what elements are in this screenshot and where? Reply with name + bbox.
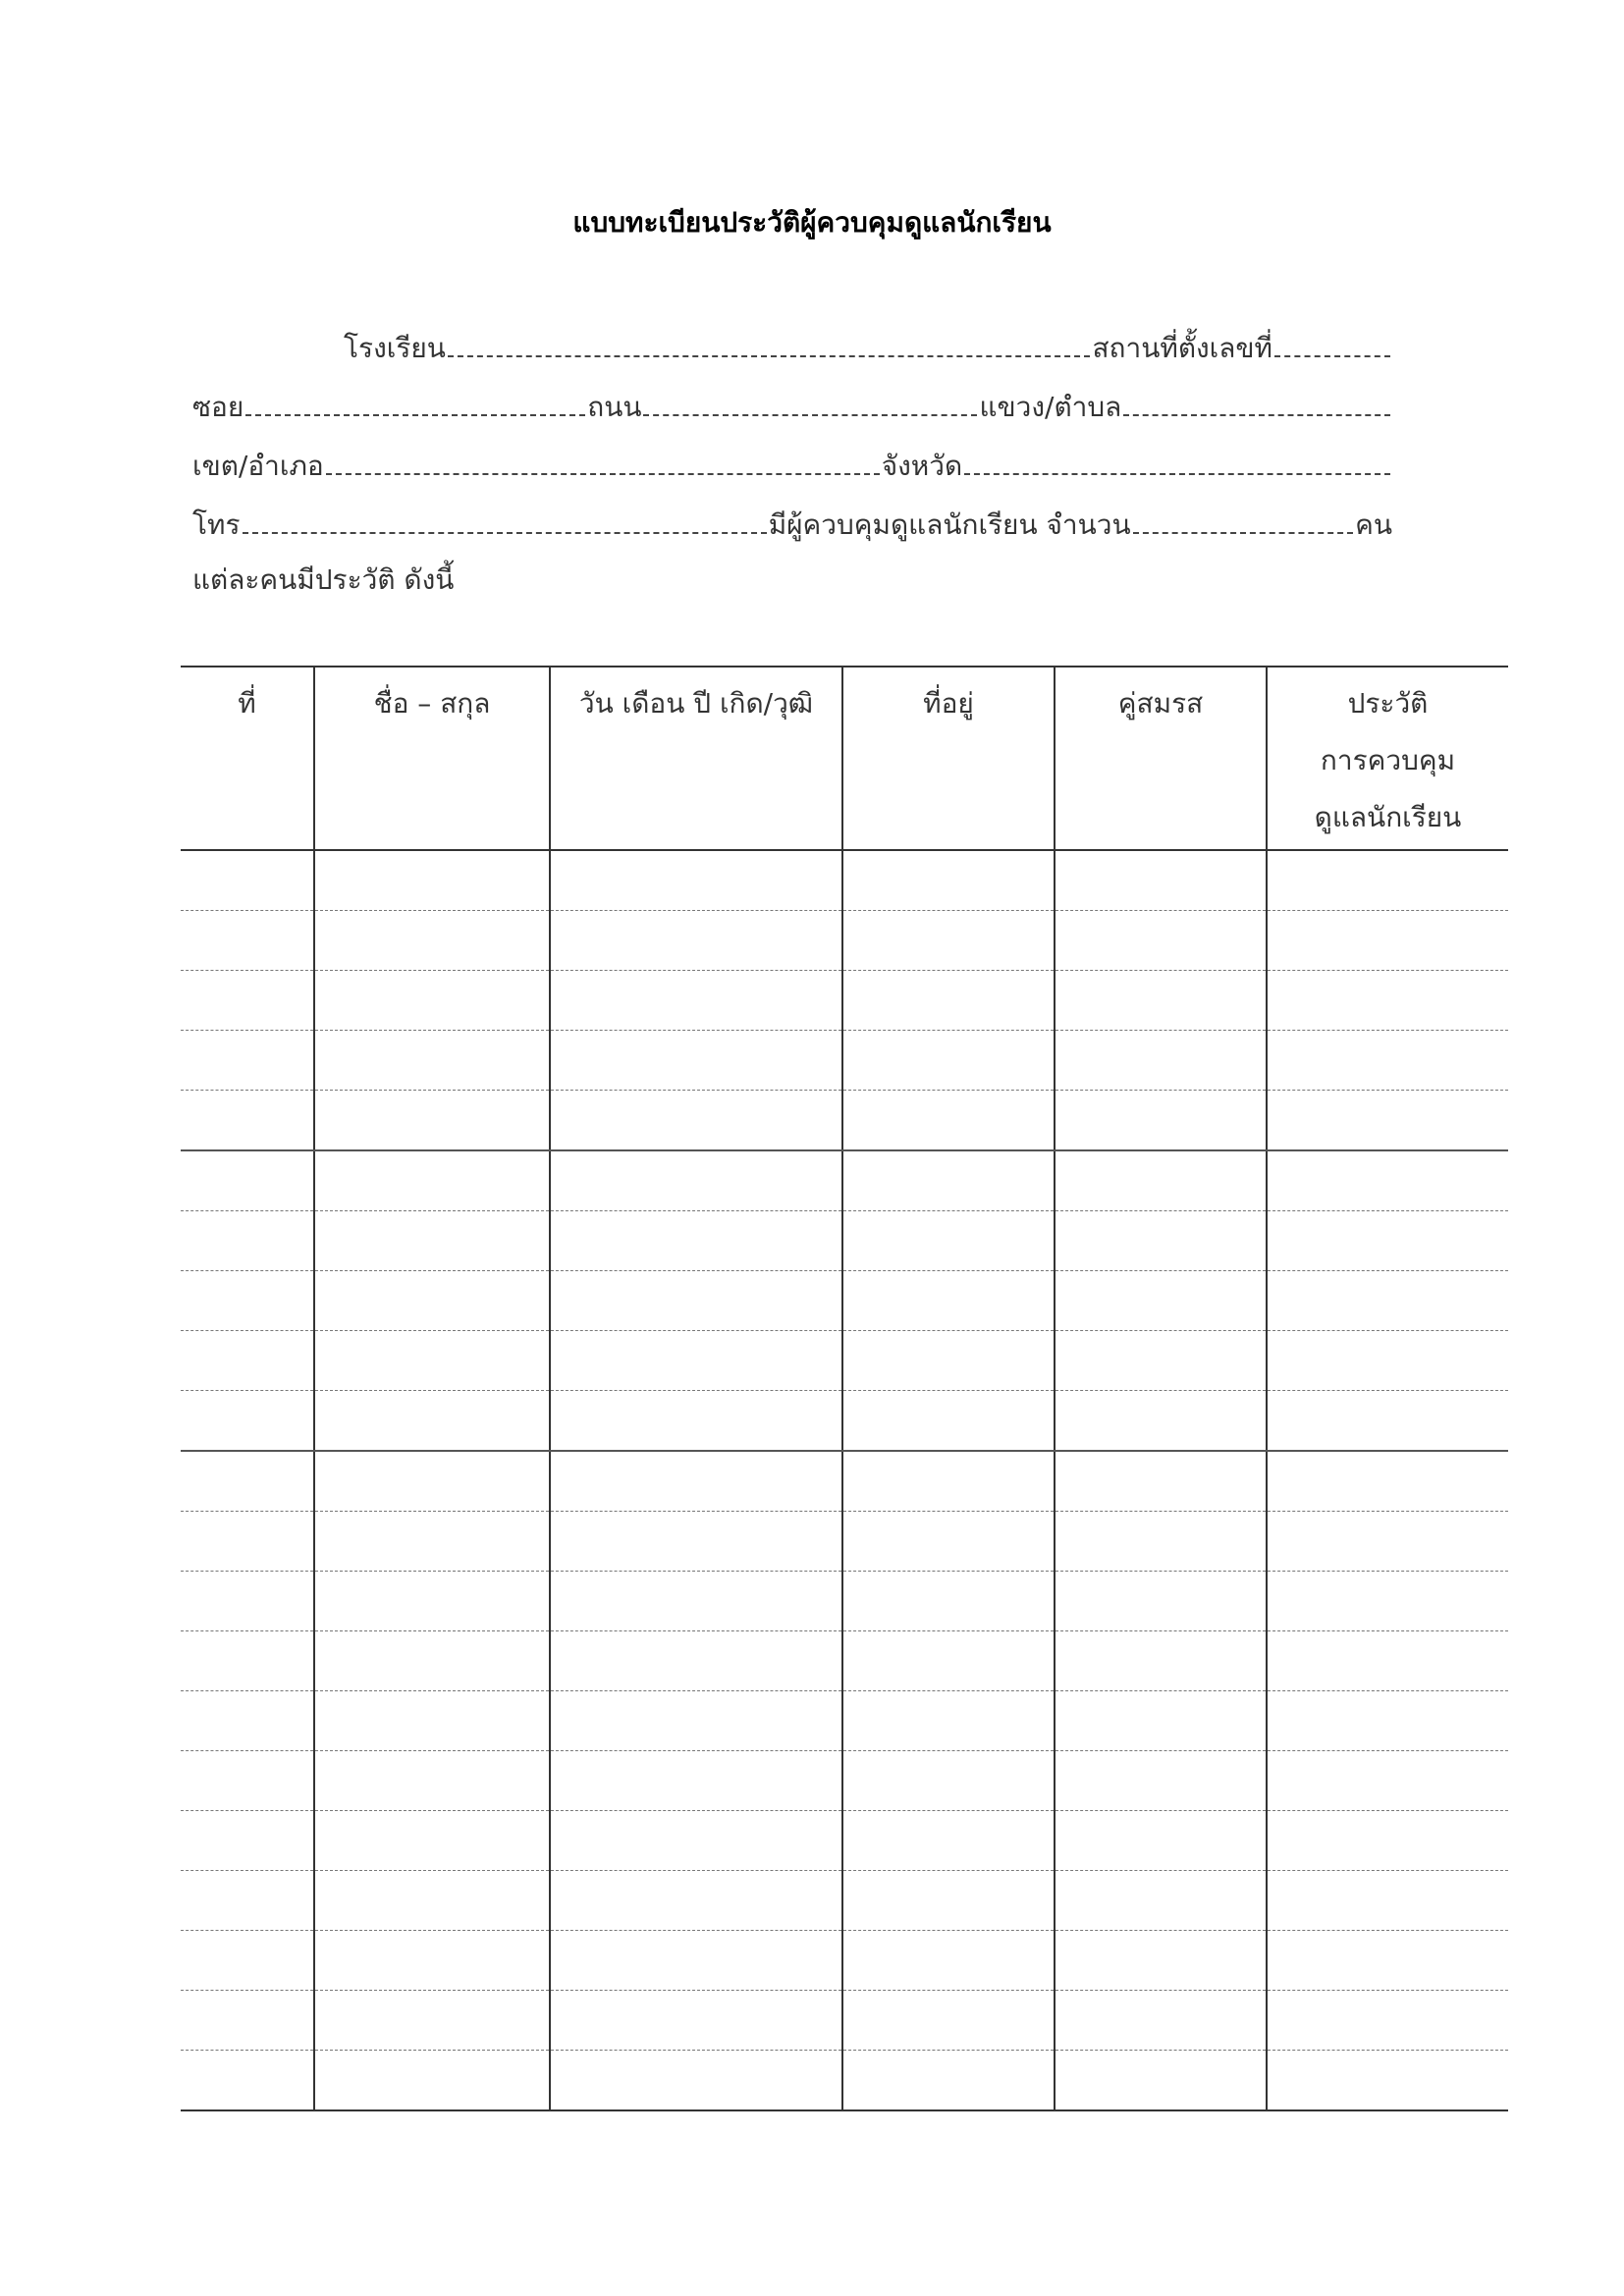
table-cell[interactable] [1055,1271,1267,1331]
subdistrict-label: แขวง/ตำบล [979,391,1122,423]
table-cell[interactable] [314,1631,550,1691]
district-label: เขต/อำเภอ [192,450,324,482]
subdistrict-field[interactable] [1123,414,1390,416]
table-cell[interactable] [314,850,550,911]
table-cell[interactable] [842,1211,1055,1271]
guardian-count-label: มีผู้ควบคุมดูแลนักเรียน จำนวน [768,508,1131,541]
table-cell[interactable] [842,1091,1055,1151]
table-cell[interactable] [550,1271,842,1331]
table-cell[interactable] [314,1091,550,1151]
table-cell[interactable] [314,911,550,971]
table-cell[interactable] [1055,1331,1267,1391]
table-cell[interactable] [1267,911,1508,971]
table-row [181,1991,1508,2051]
table-cell[interactable] [1055,1751,1267,1811]
table-cell[interactable] [550,1331,842,1391]
table-cell[interactable] [842,1871,1055,1931]
table-cell[interactable] [181,850,314,911]
table-cell[interactable] [842,1811,1055,1871]
page-title: แบบทะเบียนประวัติผู้ควบคุมดูแลนักเรียน [572,206,1052,239]
table-cell[interactable] [842,1331,1055,1391]
table-cell[interactable] [550,2051,842,2111]
soi-field[interactable] [245,414,585,416]
table-row [181,1331,1508,1391]
district-field[interactable] [326,473,880,475]
table-cell[interactable] [842,1691,1055,1751]
table-row [181,1631,1508,1691]
col-header-history-line-1: ประวัติ [1347,687,1429,720]
col-header-birthdate-education: วัน เดือน ปี เกิด/วุฒิ [550,667,842,850]
table-cell[interactable] [550,1931,842,1991]
table-cell[interactable] [181,1512,314,1572]
table-cell[interactable] [181,1931,314,1991]
table-cell[interactable] [1267,1451,1508,1512]
table-row [181,1091,1508,1151]
table-cell[interactable] [181,1691,314,1751]
table-cell[interactable] [181,1572,314,1631]
history-intro-text: แต่ละคนมีประวัติ ดังนี้ [192,563,455,596]
table-cell[interactable] [181,1271,314,1331]
table-row [181,1811,1508,1871]
table-cell[interactable] [1267,1691,1508,1751]
table-cell[interactable] [181,911,314,971]
table-cell[interactable] [842,911,1055,971]
table-cell[interactable] [1055,1031,1267,1091]
table-cell[interactable] [1267,971,1508,1031]
table-row [181,1512,1508,1572]
table-header-row [181,667,1508,850]
table-cell[interactable] [314,1031,550,1091]
guardian-table [181,666,1508,2111]
province-field[interactable] [964,473,1390,475]
table-cell[interactable] [314,1451,550,1512]
table-row [181,1031,1508,1091]
table-row [181,2051,1508,2111]
table-cell[interactable] [550,1751,842,1811]
table-cell[interactable] [314,1572,550,1631]
school-line [192,316,1392,365]
table-cell[interactable] [1267,1391,1508,1452]
table-cell[interactable] [314,971,550,1031]
table-cell[interactable] [842,850,1055,911]
table-cell[interactable] [1267,850,1508,911]
table-cell[interactable] [1267,1091,1508,1151]
table-cell[interactable] [550,1031,842,1091]
table-cell[interactable] [1055,1572,1267,1631]
table-cell[interactable] [314,1811,550,1871]
table-row [181,1572,1508,1631]
table-cell[interactable] [842,1150,1055,1211]
table-cell[interactable] [1055,1391,1267,1452]
table-cell[interactable] [550,911,842,971]
location-no-label: สถานที่ตั้งเลขที่ [1092,332,1272,364]
table-row [181,1391,1508,1452]
table-cell[interactable] [550,1512,842,1572]
table-cell[interactable] [181,1811,314,1871]
history-intro-line [192,548,1392,597]
table-cell[interactable] [1267,1150,1508,1211]
table-cell[interactable] [1267,1271,1508,1331]
table-row [181,1451,1508,1512]
table-cell[interactable] [314,1150,550,1211]
table-cell[interactable] [314,2051,550,2111]
table-cell[interactable] [181,1331,314,1391]
table-cell[interactable] [842,1451,1055,1512]
table-cell[interactable] [314,1271,550,1331]
table-cell[interactable] [842,1271,1055,1331]
table-cell[interactable] [1055,1211,1267,1271]
table-cell[interactable] [181,1631,314,1691]
table-cell[interactable] [181,1150,314,1211]
road-label: ถนน [587,391,642,423]
table-cell[interactable] [550,1391,842,1452]
table-cell[interactable] [550,1150,842,1211]
table-cell[interactable] [1055,1811,1267,1871]
table-cell[interactable] [550,1631,842,1691]
guardian-count-field[interactable] [1133,532,1353,534]
table-row [181,1751,1508,1811]
location-no-field[interactable] [1274,355,1390,357]
table-cell[interactable] [550,850,842,911]
table-cell[interactable] [550,1871,842,1931]
table-cell[interactable] [314,1931,550,1991]
table-cell[interactable] [1267,1031,1508,1091]
table-cell[interactable] [314,1512,550,1572]
table-cell[interactable] [181,1211,314,1271]
address-line-2 [192,434,1392,483]
table-cell[interactable] [1267,1991,1508,2051]
phone-label: โทร [192,508,241,541]
table-cell[interactable] [181,1751,314,1811]
school-label: โรงเรียน [344,332,446,364]
table-cell[interactable] [842,1991,1055,2051]
col-header-history [1267,667,1508,850]
table-cell[interactable] [314,1211,550,1271]
table-cell[interactable] [550,1811,842,1871]
table-cell[interactable] [1055,1091,1267,1151]
table-cell[interactable] [1055,911,1267,971]
table-cell[interactable] [1267,1811,1508,1871]
table-cell[interactable] [181,971,314,1031]
table-cell[interactable] [314,1751,550,1811]
table-cell[interactable] [1267,1512,1508,1572]
table-row [181,911,1508,971]
table-cell[interactable] [1267,1331,1508,1391]
table-cell[interactable] [314,1391,550,1452]
table-cell[interactable] [550,1572,842,1631]
table-cell[interactable] [1055,850,1267,911]
table-row [181,1691,1508,1751]
table-row [181,1211,1508,1271]
table-cell[interactable] [1267,2051,1508,2111]
province-label: จังหวัด [881,450,963,482]
col-header-address: ที่อยู่ [842,667,1055,850]
table-cell[interactable] [181,1391,314,1452]
table-cell[interactable] [1055,2051,1267,2111]
table-cell[interactable] [181,1871,314,1931]
table-cell[interactable] [550,1991,842,2051]
soi-label: ซอย [192,391,244,423]
table-cell[interactable] [842,2051,1055,2111]
unit-label: คน [1355,508,1392,541]
table-cell[interactable] [314,1871,550,1931]
table-row [181,1150,1508,1211]
table-cell[interactable] [1055,1631,1267,1691]
table-row [181,1931,1508,1991]
col-header-name: ชื่อ – สกุล [314,667,550,850]
table-cell[interactable] [1055,1871,1267,1931]
col-header-history-line-3: ดูแลนักเรียน [1314,801,1462,833]
table-cell[interactable] [1267,1572,1508,1631]
road-field[interactable] [643,414,977,416]
col-header-spouse: คู่สมรส [1055,667,1267,850]
table-cell[interactable] [1055,1451,1267,1512]
table-cell[interactable] [181,2051,314,2111]
table-body [181,850,1508,2110]
table-cell[interactable] [1055,1512,1267,1572]
table-cell[interactable] [314,1691,550,1751]
table-cell[interactable] [1267,1871,1508,1931]
col-header-history-line-2: การควบคุม [1320,744,1456,776]
table-row [181,1271,1508,1331]
table-cell[interactable] [842,1572,1055,1631]
table-cell[interactable] [1267,1751,1508,1811]
table-cell[interactable] [550,1211,842,1271]
table-cell[interactable] [1055,1991,1267,2051]
table-cell[interactable] [1267,1931,1508,1991]
school-field[interactable] [448,355,1091,357]
table-cell[interactable] [842,1931,1055,1991]
table-cell[interactable] [550,971,842,1031]
table-cell[interactable] [1267,1211,1508,1271]
table-cell[interactable] [1055,971,1267,1031]
table-cell[interactable] [1055,1150,1267,1211]
address-line-1 [192,375,1392,424]
table-cell[interactable] [314,1991,550,2051]
table-cell[interactable] [181,1031,314,1091]
table-row [181,850,1508,911]
table-cell[interactable] [1267,1631,1508,1691]
table-cell[interactable] [842,1391,1055,1452]
table-cell[interactable] [842,1751,1055,1811]
table-cell[interactable] [842,1631,1055,1691]
table-cell[interactable] [842,1031,1055,1091]
table-cell[interactable] [181,1991,314,2051]
table-cell[interactable] [550,1451,842,1512]
table-row [181,1871,1508,1931]
table-cell[interactable] [550,1091,842,1151]
phone-line [192,493,1392,542]
table-cell[interactable] [314,1331,550,1391]
table-cell[interactable] [181,1451,314,1512]
col-header-no: ที่ [181,667,314,850]
table-row [181,971,1508,1031]
table-cell[interactable] [842,1512,1055,1572]
table-cell[interactable] [550,1691,842,1751]
table-cell[interactable] [181,1091,314,1151]
table-cell[interactable] [842,971,1055,1031]
table-cell[interactable] [1055,1691,1267,1751]
table-cell[interactable] [1055,1931,1267,1991]
phone-field[interactable] [243,532,767,534]
